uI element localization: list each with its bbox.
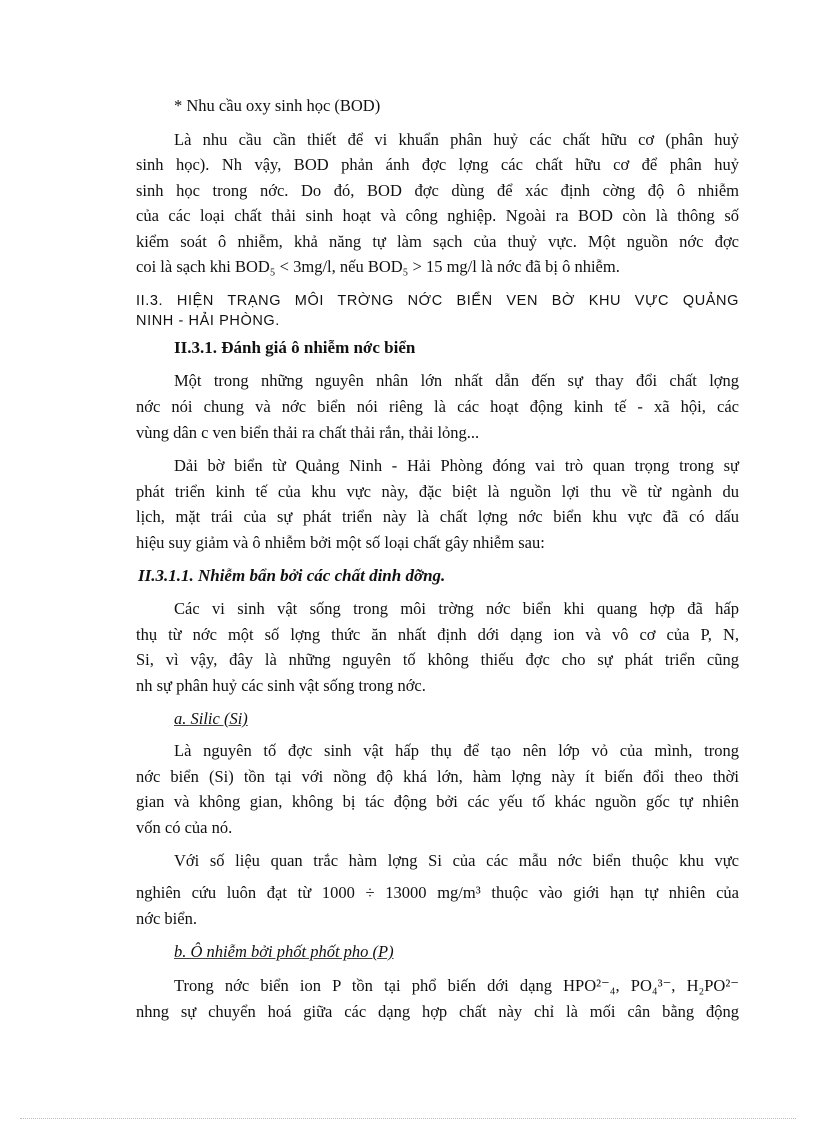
paragraph-line: Với số liệu quan trắc hàm lợng Si của các mẫu nớc biển thuộc khu vực	[174, 851, 739, 870]
subsection-title: II.3.1. Đánh giá ô nhiễm nớc biển	[174, 338, 416, 357]
paragraph-line: nh sự phân huỷ các sinh vật sống trong nớc.	[136, 676, 426, 695]
paragraph-line: Là nhu cầu cần thiết để vi khuẩn phân huỷ các chất hữu cơ (phân huỷ	[174, 130, 739, 149]
paragraph-line: Là nguyên tố đợc sinh vật hấp thụ để tạo nên lớp vỏ của mình, trong	[174, 741, 739, 760]
paragraph-line: lịch, mặt trái của sự phát triển này là chất lợng nớc biển khu vực đã có dấu	[136, 507, 739, 526]
paragraph-line: coi là sạch khi BOD₅ < 3mg/l, nếu BOD₅ > 15 mg/l là nớc đã bị ô nhiễm.	[136, 257, 620, 276]
paragraph-line: thụ từ nớc một số lợng thức ăn nhất định dới dạng ion và vô cơ của P, N,	[136, 625, 739, 644]
paragraph-line: nhng sự chuyển hoá giữa các dạng hợp chất này chỉ là mối cân bằng động	[136, 1002, 739, 1021]
paragraph-line: nớc biển (Si) tồn tại với nồng độ khá lớn, hàm lợng này ít biến đổi theo thời	[136, 767, 739, 786]
paragraph-line: Một trong những nguyên nhân lớn nhất dẫn đến sự thay đổi chất lợng	[174, 371, 739, 390]
page-bottom-border	[20, 1118, 796, 1119]
paragraph-line: phát triển kinh tế của khu vực này, đặc biệt là nguồn lợi thu về từ ngành du	[136, 482, 739, 501]
paragraph-line: hiệu suy giảm và ô nhiễm bởi một số loại chất gây nhiễm sau:	[136, 533, 545, 552]
subsubsection-title: II.3.1.1. Nhiễm bẩn bởi các chất dinh dỡng.	[138, 566, 446, 585]
paragraph-line: sinh học). Nh vậy, BOD phản ánh đợc lợng các chất hữu cơ để phân huỷ	[136, 155, 739, 174]
bod-heading: * Nhu cầu oxy sinh học (BOD)	[174, 96, 381, 115]
item-heading-phospho: b. Ô nhiễm bởi phốt phốt pho (P)	[174, 942, 394, 961]
item-heading-silic: a. Silic (Si)	[174, 709, 248, 728]
paragraph-line: kiểm soát ô nhiễm, khả năng tự làm sạch của thuỷ vực. Một nguồn nớc đợc	[136, 232, 739, 251]
paragraph-line: của các loại chất thải sinh hoạt và công nghiệp. Ngoài ra BOD còn là thông số	[136, 206, 739, 225]
paragraph-line: Dải bờ biển từ Quảng Ninh - Hải Phòng đóng vai trò quan trọng trong sự	[174, 456, 739, 475]
paragraph-line: Trong nớc biển ion P tồn tại phổ biến dới dạng HPO²⁻₄, PO₄³⁻, H₂PO²⁻	[174, 976, 739, 995]
paragraph-line: vùng dân c ven biển thải ra chất thải rắn, thải lỏng...	[136, 423, 480, 442]
paragraph-line: Si, vì vậy, đây là những nguyên tố không thiếu đợc cho sự phát triển cũng	[136, 650, 739, 669]
paragraph-line: nghiên cứu luôn đạt từ 1000 ÷ 13000 mg/m³ thuộc vào giới hạn tự nhiên của	[136, 883, 739, 902]
section-title: II.3. HIỆN TRẠNG MÔI TRỜNG NỚC BIỂN VEN BỜ KHU VỰC QUẢNG	[136, 293, 739, 309]
paragraph-line: Các vi sinh vật sống trong môi trờng nớc biển khi quang hợp đã hấp	[174, 599, 739, 618]
paragraph-line: gian và không gian, không bị tác động bởi các yếu tố khác nguồn gốc tự nhiên	[136, 792, 739, 811]
paragraph-line: nớc biển.	[136, 909, 197, 928]
paragraph-line: nớc nói chung và nớc biển nói riêng là các hoạt động kinh tế - xã hội, các	[136, 397, 739, 416]
section-title: NINH - HẢI PHÒNG.	[136, 313, 280, 329]
paragraph-line: vốn có của nó.	[136, 818, 233, 837]
paragraph-line: sinh học trong nớc. Do đó, BOD đợc dùng để xác định cờng độ ô nhiễm	[136, 181, 739, 200]
